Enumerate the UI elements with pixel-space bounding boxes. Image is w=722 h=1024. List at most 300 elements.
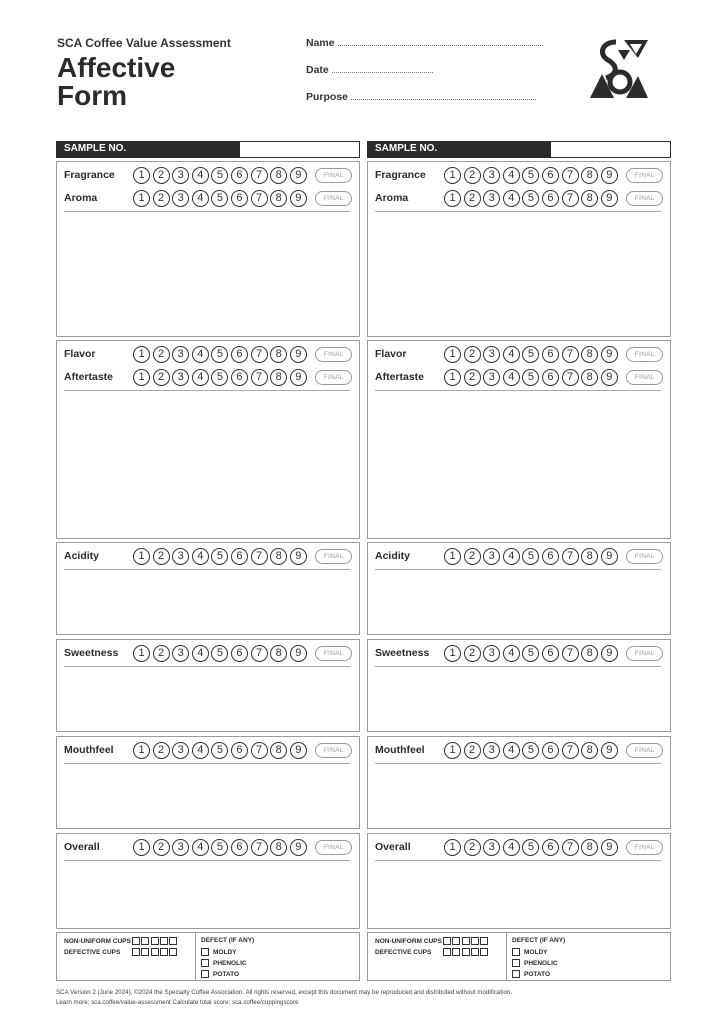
score-circle[interactable]: 2: [153, 548, 170, 565]
defect-checkbox[interactable]: [201, 970, 209, 978]
purpose-label: Purpose: [306, 91, 349, 103]
sca-logo-icon: [588, 38, 650, 100]
sweetness-label: Sweetness: [375, 647, 430, 659]
notes-divider: [64, 763, 350, 764]
fragrance-aroma-section: [56, 161, 360, 337]
score-circle[interactable]: 6: [231, 346, 248, 363]
score-circle[interactable]: 2: [464, 548, 481, 565]
score-circle[interactable]: 9: [601, 190, 618, 207]
footer-links: Learn more: sca.coffee/value-assessment Calculate total score: sca.coffee/cuppingscore: [56, 999, 299, 1006]
defect-option-label: PHENOLIC: [524, 959, 558, 967]
cup-checkbox[interactable]: [169, 948, 177, 956]
sample-column-2: [367, 141, 671, 978]
defect-option-label: MOLDY: [524, 948, 548, 956]
overall-label: Overall: [64, 841, 100, 853]
score-circle[interactable]: 7: [251, 645, 268, 662]
score-circle[interactable]: 5: [211, 548, 228, 565]
cup-checkbox[interactable]: [471, 948, 479, 956]
defective-cups-label: DEFECTIVE CUPS: [375, 948, 432, 956]
score-circle[interactable]: 4: [503, 548, 520, 565]
fragrance-row: [368, 165, 670, 185]
score-circle[interactable]: 7: [562, 369, 579, 386]
score-circle[interactable]: 5: [522, 190, 539, 207]
score-circle[interactable]: 1: [133, 839, 150, 856]
score-circle[interactable]: 7: [562, 742, 579, 759]
score-circle[interactable]: 8: [270, 645, 287, 662]
sample-number-label: SAMPLE NO.: [368, 142, 551, 157]
acidity-section: [367, 542, 671, 635]
notes-divider: [64, 860, 350, 861]
cup-checkbox[interactable]: [169, 937, 177, 945]
score-circle[interactable]: 7: [251, 346, 268, 363]
score-circle[interactable]: 6: [231, 369, 248, 386]
score-circle[interactable]: 2: [153, 190, 170, 207]
score-circle[interactable]: 6: [542, 167, 559, 184]
mouthfeel-section: [56, 736, 360, 829]
score-circle[interactable]: 9: [601, 369, 618, 386]
score-circle[interactable]: 3: [483, 548, 500, 565]
notes-divider: [64, 211, 350, 212]
score-circle[interactable]: 9: [290, 190, 307, 207]
score-circle[interactable]: 6: [231, 167, 248, 184]
notes-divider: [64, 569, 350, 570]
notes-divider: [375, 860, 661, 861]
score-circle[interactable]: 6: [542, 346, 559, 363]
mouthfeel-scale: [444, 742, 620, 759]
score-circle[interactable]: 9: [290, 645, 307, 662]
score-circle[interactable]: 8: [581, 167, 598, 184]
form-title-line2: Form: [57, 80, 127, 111]
score-circle[interactable]: 5: [522, 839, 539, 856]
score-circle[interactable]: 1: [444, 369, 461, 386]
name-field[interactable]: [306, 37, 543, 49]
aftertaste-scale: [444, 369, 620, 386]
cup-checkbox[interactable]: [480, 948, 488, 956]
score-circle[interactable]: 8: [270, 167, 287, 184]
sample-number-label: SAMPLE NO.: [57, 142, 240, 157]
score-circle[interactable]: 4: [503, 742, 520, 759]
score-circle[interactable]: 2: [464, 167, 481, 184]
final-score-box[interactable]: FINAL: [315, 168, 352, 183]
score-circle[interactable]: 1: [444, 742, 461, 759]
score-circle[interactable]: 8: [581, 839, 598, 856]
defect-checkbox[interactable]: [512, 959, 520, 967]
score-circle[interactable]: 8: [270, 742, 287, 759]
score-circle[interactable]: 3: [172, 369, 189, 386]
aftertaste-row: [368, 367, 670, 387]
notes-divider: [64, 390, 350, 391]
cup-checkbox[interactable]: [132, 937, 140, 945]
score-circle[interactable]: 8: [581, 645, 598, 662]
score-circle[interactable]: 3: [483, 839, 500, 856]
score-circle[interactable]: 5: [522, 645, 539, 662]
score-circle[interactable]: 5: [211, 190, 228, 207]
score-circle[interactable]: 9: [601, 645, 618, 662]
cup-checkbox[interactable]: [443, 948, 451, 956]
aroma-row: [57, 188, 359, 208]
score-circle[interactable]: 4: [503, 346, 520, 363]
final-score-box[interactable]: FINAL: [315, 549, 352, 564]
score-circle[interactable]: 3: [172, 645, 189, 662]
date-label: Date: [306, 64, 329, 76]
sample-number-bar: [367, 141, 671, 158]
score-circle[interactable]: 6: [542, 190, 559, 207]
score-circle[interactable]: 9: [290, 167, 307, 184]
cup-checkbox[interactable]: [462, 948, 470, 956]
score-circle[interactable]: 1: [133, 548, 150, 565]
score-circle[interactable]: 6: [231, 548, 248, 565]
defective-cups-row: [64, 948, 178, 956]
non-uniform-cups-row: [375, 937, 489, 945]
aftertaste-label: Aftertaste: [375, 371, 425, 383]
defect-option-potato[interactable]: [512, 970, 550, 978]
score-circle[interactable]: 2: [153, 167, 170, 184]
score-circle[interactable]: 5: [211, 742, 228, 759]
score-circle[interactable]: 6: [231, 645, 248, 662]
overall-scale: [133, 839, 309, 856]
final-score-box[interactable]: FINAL: [626, 370, 663, 385]
score-circle[interactable]: 7: [562, 839, 579, 856]
final-score-box[interactable]: FINAL: [315, 191, 352, 206]
score-circle[interactable]: 6: [231, 839, 248, 856]
acidity-row: [57, 546, 359, 566]
form-title: [57, 54, 175, 110]
cup-checkbox[interactable]: [151, 948, 159, 956]
score-circle[interactable]: 6: [231, 190, 248, 207]
aroma-row: [368, 188, 670, 208]
flavor-label: Flavor: [64, 348, 96, 360]
name-input-line[interactable]: [338, 38, 543, 46]
score-circle[interactable]: 1: [444, 548, 461, 565]
aroma-label: Aroma: [64, 192, 98, 204]
score-circle[interactable]: 4: [503, 167, 520, 184]
score-circle[interactable]: 4: [503, 190, 520, 207]
aftertaste-scale: [133, 369, 309, 386]
score-circle[interactable]: 3: [483, 369, 500, 386]
notes-divider: [375, 390, 661, 391]
acidity-row: [368, 546, 670, 566]
cup-checkbox[interactable]: [471, 937, 479, 945]
score-circle[interactable]: 9: [290, 839, 307, 856]
score-circle[interactable]: 8: [270, 346, 287, 363]
cup-checkbox[interactable]: [480, 937, 488, 945]
score-circle[interactable]: 2: [464, 839, 481, 856]
score-circle[interactable]: 3: [483, 742, 500, 759]
score-circle[interactable]: 5: [522, 548, 539, 565]
score-circle[interactable]: 9: [290, 742, 307, 759]
score-circle[interactable]: 4: [503, 645, 520, 662]
score-circle[interactable]: 3: [172, 167, 189, 184]
defects-divider: [195, 933, 196, 980]
footer-copyright: SCA Version 2 (June 2024), ©2024 the Specialty Coffee Association. All rights reserved, except this document may be reproduced and distributed without modification.: [56, 989, 513, 996]
score-circle[interactable]: 9: [290, 346, 307, 363]
score-circle[interactable]: 2: [464, 346, 481, 363]
cup-checkbox[interactable]: [160, 937, 168, 945]
notes-divider: [375, 763, 661, 764]
score-circle[interactable]: 8: [581, 742, 598, 759]
defect-option-moldy[interactable]: [201, 948, 236, 956]
score-circle[interactable]: 7: [562, 645, 579, 662]
mouthfeel-label: Mouthfeel: [375, 744, 425, 756]
fragrance-row: [57, 165, 359, 185]
score-circle[interactable]: 3: [172, 839, 189, 856]
cup-checkbox[interactable]: [452, 937, 460, 945]
footer: [56, 988, 512, 1008]
score-circle[interactable]: 5: [522, 167, 539, 184]
score-circle[interactable]: 9: [601, 742, 618, 759]
score-circle[interactable]: 8: [270, 369, 287, 386]
final-score-box[interactable]: FINAL: [626, 743, 663, 758]
score-circle[interactable]: 5: [211, 346, 228, 363]
cup-checkbox[interactable]: [160, 948, 168, 956]
score-circle[interactable]: 3: [172, 346, 189, 363]
score-circle[interactable]: 1: [444, 167, 461, 184]
score-circle[interactable]: 3: [483, 167, 500, 184]
overall-label: Overall: [375, 841, 411, 853]
score-circle[interactable]: 4: [192, 190, 209, 207]
sample-number-bar: [56, 141, 360, 158]
notes-divider: [64, 666, 350, 667]
score-circle[interactable]: 1: [133, 190, 150, 207]
sweetness-scale: [133, 645, 309, 662]
final-score-box[interactable]: FINAL: [626, 168, 663, 183]
score-circle[interactable]: 7: [251, 167, 268, 184]
score-circle[interactable]: 9: [290, 548, 307, 565]
score-circle[interactable]: 1: [133, 167, 150, 184]
flavor-label: Flavor: [375, 348, 407, 360]
score-circle[interactable]: 4: [192, 742, 209, 759]
mouthfeel-row: [57, 740, 359, 760]
acidity-section: [56, 542, 360, 635]
score-circle[interactable]: 3: [172, 190, 189, 207]
score-circle[interactable]: 1: [444, 346, 461, 363]
score-circle[interactable]: 9: [601, 346, 618, 363]
mouthfeel-row: [368, 740, 670, 760]
cup-checkbox[interactable]: [462, 937, 470, 945]
score-circle[interactable]: 7: [251, 742, 268, 759]
score-circle[interactable]: 6: [542, 839, 559, 856]
fragrance-scale: [133, 167, 309, 184]
defect-option-label: POTATO: [213, 970, 239, 978]
mouthfeel-section: [367, 736, 671, 829]
score-circle[interactable]: 4: [192, 167, 209, 184]
final-score-box[interactable]: FINAL: [315, 347, 352, 362]
score-circle[interactable]: 3: [483, 190, 500, 207]
score-circle[interactable]: 5: [211, 167, 228, 184]
score-circle[interactable]: 8: [270, 190, 287, 207]
final-score-box[interactable]: FINAL: [315, 743, 352, 758]
defect-option-phenolic[interactable]: [512, 959, 558, 967]
sample-number-input[interactable]: [551, 142, 670, 157]
purpose-input-line[interactable]: [351, 92, 536, 100]
mouthfeel-scale: [133, 742, 309, 759]
sweetness-section: [367, 639, 671, 732]
defects-section: [367, 932, 671, 981]
overall-section: [56, 833, 360, 929]
score-circle[interactable]: 5: [211, 645, 228, 662]
defect-checkbox[interactable]: [201, 959, 209, 967]
score-circle[interactable]: 3: [483, 645, 500, 662]
score-circle[interactable]: 7: [251, 190, 268, 207]
cup-checkbox[interactable]: [141, 948, 149, 956]
score-circle[interactable]: 1: [444, 645, 461, 662]
fragrance-label: Fragrance: [64, 169, 115, 181]
fragrance-aroma-section: [367, 161, 671, 337]
acidity-label: Acidity: [64, 550, 100, 562]
score-circle[interactable]: 3: [172, 548, 189, 565]
final-score-box[interactable]: FINAL: [626, 191, 663, 206]
score-circle[interactable]: 8: [270, 548, 287, 565]
sweetness-row: [368, 643, 670, 663]
aftertaste-row: [57, 367, 359, 387]
score-circle[interactable]: 7: [251, 369, 268, 386]
sweetness-label: Sweetness: [64, 647, 119, 659]
fragrance-scale: [444, 167, 620, 184]
defect-option-label: PHENOLIC: [213, 959, 247, 967]
score-circle[interactable]: 6: [542, 645, 559, 662]
score-circle[interactable]: 6: [231, 742, 248, 759]
final-score-box[interactable]: FINAL: [626, 347, 663, 362]
defect-checkbox[interactable]: [512, 948, 520, 956]
defect-option-label: POTATO: [524, 970, 550, 978]
score-circle[interactable]: 7: [562, 190, 579, 207]
final-score-box[interactable]: FINAL: [626, 646, 663, 661]
score-circle[interactable]: 1: [444, 839, 461, 856]
overall-row: [57, 837, 359, 857]
sweetness-section: [56, 639, 360, 732]
notes-divider: [375, 569, 661, 570]
score-circle[interactable]: 5: [211, 839, 228, 856]
date-input-line[interactable]: [332, 65, 433, 73]
non-uniform-cups-row: [64, 937, 178, 945]
score-circle[interactable]: 4: [192, 346, 209, 363]
score-circle[interactable]: 7: [562, 548, 579, 565]
score-circle[interactable]: 3: [483, 346, 500, 363]
score-circle[interactable]: 8: [581, 346, 598, 363]
cup-checkbox[interactable]: [132, 948, 140, 956]
score-circle[interactable]: 9: [601, 548, 618, 565]
final-score-box[interactable]: FINAL: [626, 840, 663, 855]
defective-cups-row: [375, 948, 489, 956]
date-field[interactable]: [306, 64, 433, 76]
flavor-row: [57, 344, 359, 364]
score-circle[interactable]: 1: [133, 346, 150, 363]
score-circle[interactable]: 8: [581, 369, 598, 386]
score-circle[interactable]: 7: [251, 548, 268, 565]
defect-option-potato[interactable]: [201, 970, 239, 978]
score-circle[interactable]: 2: [464, 190, 481, 207]
sweetness-scale: [444, 645, 620, 662]
name-label: Name: [306, 37, 335, 49]
score-circle[interactable]: 2: [153, 369, 170, 386]
non-uniform-cups-label: NON-UNIFORM CUPS: [375, 937, 442, 945]
defect-option-moldy[interactable]: [512, 948, 547, 956]
score-circle[interactable]: 9: [601, 167, 618, 184]
aroma-scale: [444, 190, 620, 207]
form-subtitle: SCA Coffee Value Assessment: [57, 36, 231, 50]
score-circle[interactable]: 2: [464, 645, 481, 662]
score-circle[interactable]: 6: [542, 369, 559, 386]
cup-checkbox[interactable]: [443, 937, 451, 945]
score-circle[interactable]: 6: [542, 742, 559, 759]
defect-checkbox[interactable]: [201, 948, 209, 956]
score-circle[interactable]: 2: [464, 742, 481, 759]
score-circle[interactable]: 5: [522, 369, 539, 386]
score-circle[interactable]: 9: [290, 369, 307, 386]
score-circle[interactable]: 5: [522, 346, 539, 363]
score-circle[interactable]: 8: [270, 839, 287, 856]
score-circle[interactable]: 4: [192, 548, 209, 565]
score-circle[interactable]: 4: [503, 839, 520, 856]
final-score-box[interactable]: FINAL: [626, 549, 663, 564]
score-circle[interactable]: 8: [581, 190, 598, 207]
score-circle[interactable]: 4: [192, 645, 209, 662]
score-circle[interactable]: 1: [444, 190, 461, 207]
defect-option-label: MOLDY: [213, 948, 237, 956]
cup-checkbox[interactable]: [141, 937, 149, 945]
form-title-line1: Affective: [57, 52, 176, 83]
mouthfeel-label: Mouthfeel: [64, 744, 114, 756]
score-circle[interactable]: 7: [562, 167, 579, 184]
score-circle[interactable]: 2: [153, 645, 170, 662]
score-circle[interactable]: 2: [464, 369, 481, 386]
score-circle[interactable]: 7: [562, 346, 579, 363]
score-circle[interactable]: 4: [192, 369, 209, 386]
overall-scale: [444, 839, 620, 856]
aroma-label: Aroma: [375, 192, 409, 204]
defects-section: [56, 932, 360, 981]
final-score-box[interactable]: FINAL: [315, 370, 352, 385]
fragrance-label: Fragrance: [375, 169, 426, 181]
score-circle[interactable]: 6: [542, 548, 559, 565]
acidity-label: Acidity: [375, 550, 411, 562]
score-circle[interactable]: 2: [153, 839, 170, 856]
flavor-aftertaste-section: [367, 340, 671, 539]
score-circle[interactable]: 3: [172, 742, 189, 759]
aftertaste-label: Aftertaste: [64, 371, 114, 383]
score-circle[interactable]: 1: [133, 369, 150, 386]
defect-title: DEFECT (IF ANY): [512, 937, 566, 944]
defect-option-phenolic[interactable]: [201, 959, 247, 967]
flavor-scale: [444, 346, 620, 363]
defect-checkbox[interactable]: [512, 970, 520, 978]
cup-checkbox[interactable]: [151, 937, 159, 945]
aroma-scale: [133, 190, 309, 207]
defects-divider: [506, 933, 507, 980]
final-score-box[interactable]: FINAL: [315, 840, 352, 855]
score-circle[interactable]: 5: [211, 369, 228, 386]
overall-section: [367, 833, 671, 929]
flavor-row: [368, 344, 670, 364]
score-circle[interactable]: 5: [522, 742, 539, 759]
score-circle[interactable]: 1: [133, 645, 150, 662]
notes-divider: [375, 211, 661, 212]
sweetness-row: [57, 643, 359, 663]
sample-number-input[interactable]: [240, 142, 359, 157]
score-circle[interactable]: 8: [581, 548, 598, 565]
score-circle[interactable]: 4: [503, 369, 520, 386]
score-circle[interactable]: 1: [133, 742, 150, 759]
cup-checkbox[interactable]: [452, 948, 460, 956]
purpose-field[interactable]: [306, 91, 536, 103]
score-circle[interactable]: 9: [601, 839, 618, 856]
score-circle[interactable]: 2: [153, 742, 170, 759]
score-circle[interactable]: 2: [153, 346, 170, 363]
score-circle[interactable]: 4: [192, 839, 209, 856]
notes-divider: [375, 666, 661, 667]
final-score-box[interactable]: FINAL: [315, 646, 352, 661]
score-circle[interactable]: 7: [251, 839, 268, 856]
